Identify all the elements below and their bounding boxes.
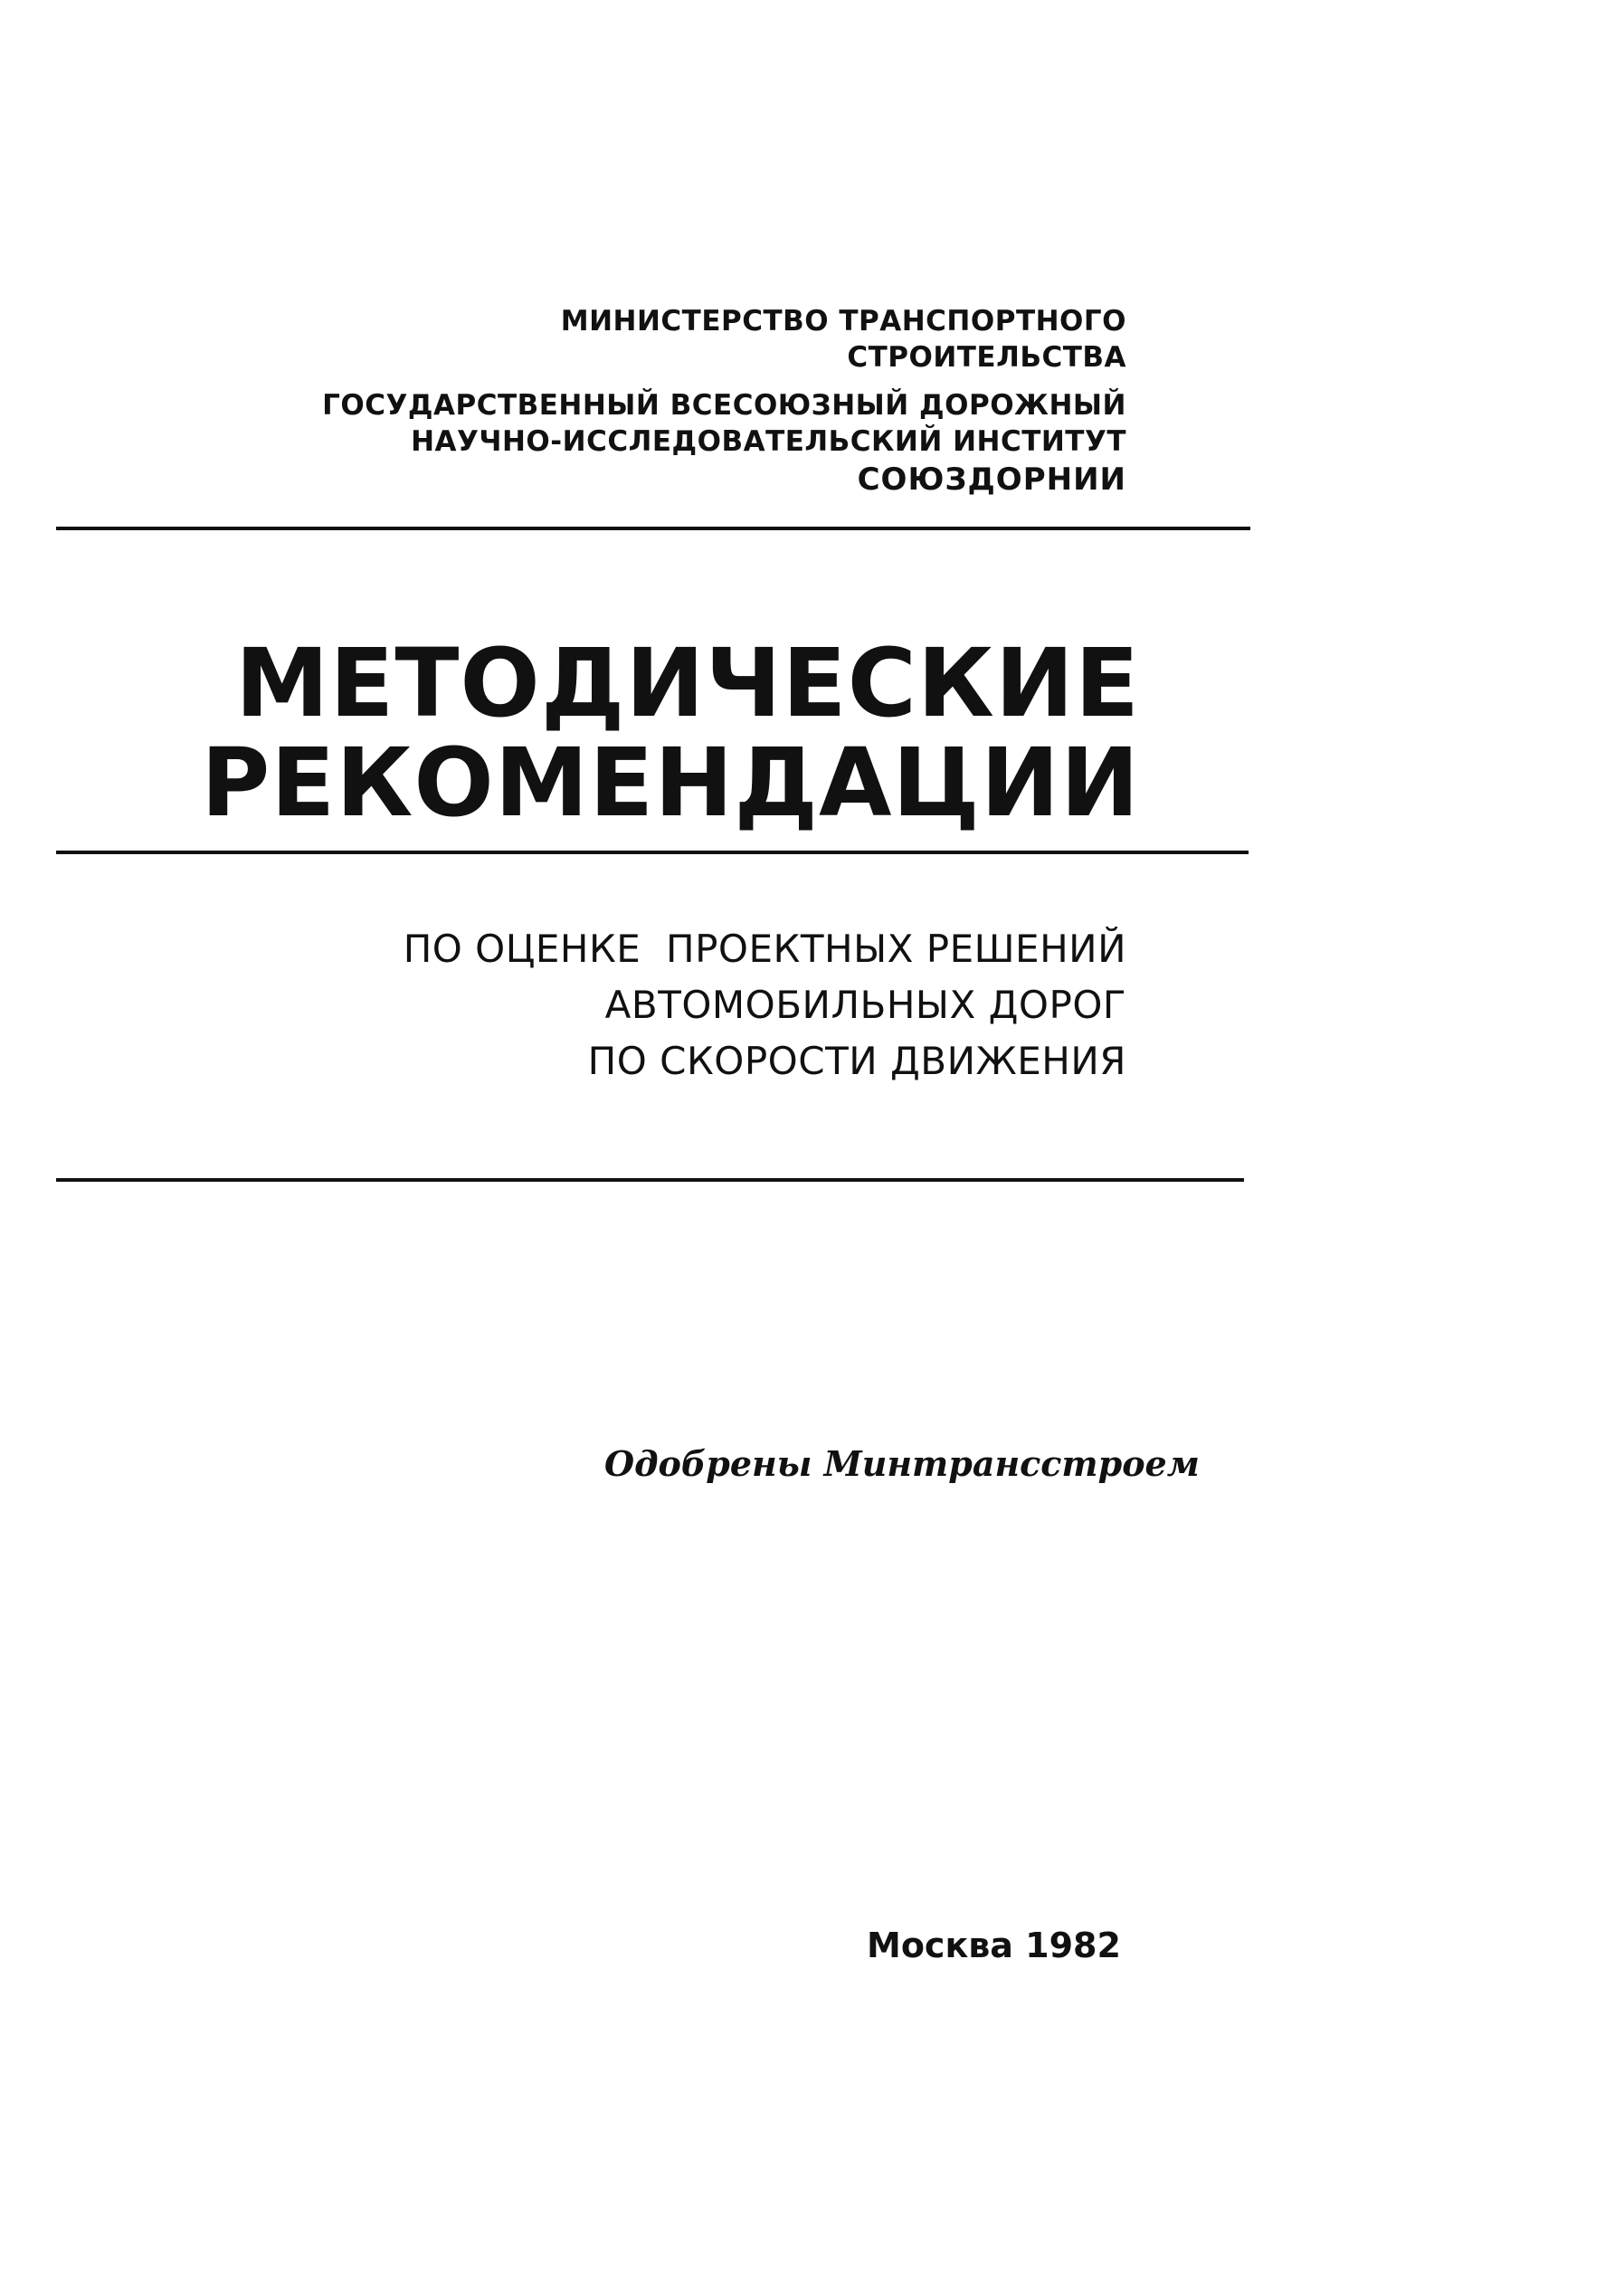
institute-name: СОЮЗДОРНИИ: [857, 461, 1126, 498]
ministry-line-2: СТРОИТЕЛЬСТВА: [847, 341, 1126, 374]
document-subtitle: [404, 921, 1126, 1089]
title-line-1: МЕТОДИЧЕСКИЕ: [234, 628, 1140, 738]
institute-line-2: НАУЧНО-ИССЛЕДОВАТЕЛЬСКИЙ ИНСТИТУТ: [411, 425, 1126, 458]
ministry-block: [561, 303, 1126, 376]
institute-line-1: ГОСУДАРСТВЕННЫЙ ВСЕСОЮЗНЫЙ ДОРОЖНЫЙ: [322, 389, 1126, 422]
title-line-2: РЕКОМЕНДАЦИИ: [201, 728, 1140, 838]
institute-block: [322, 387, 1126, 499]
subtitle-line-1: ПО ОЦЕНКЕ ПРОЕКТНЫХ РЕШЕНИЙ: [403, 927, 1126, 971]
ministry-line-1: МИНИСТЕРСТВО ТРАНСПОРТНОГО: [560, 305, 1126, 338]
divider-rule-2: [56, 851, 1249, 854]
subtitle-line-2: АВТОМОБИЛЬНЫХ ДОРОГ: [604, 983, 1126, 1027]
approval-note: Одобрены Минтрансстроем: [604, 1443, 1200, 1484]
imprint-place-year: Москва 1982: [867, 1926, 1121, 1965]
divider-rule-3: [56, 1178, 1244, 1182]
subtitle-line-3: ПО СКОРОСТИ ДВИЖЕНИЯ: [587, 1039, 1126, 1083]
divider-rule-1: [56, 527, 1250, 530]
document-title: [201, 628, 1140, 838]
